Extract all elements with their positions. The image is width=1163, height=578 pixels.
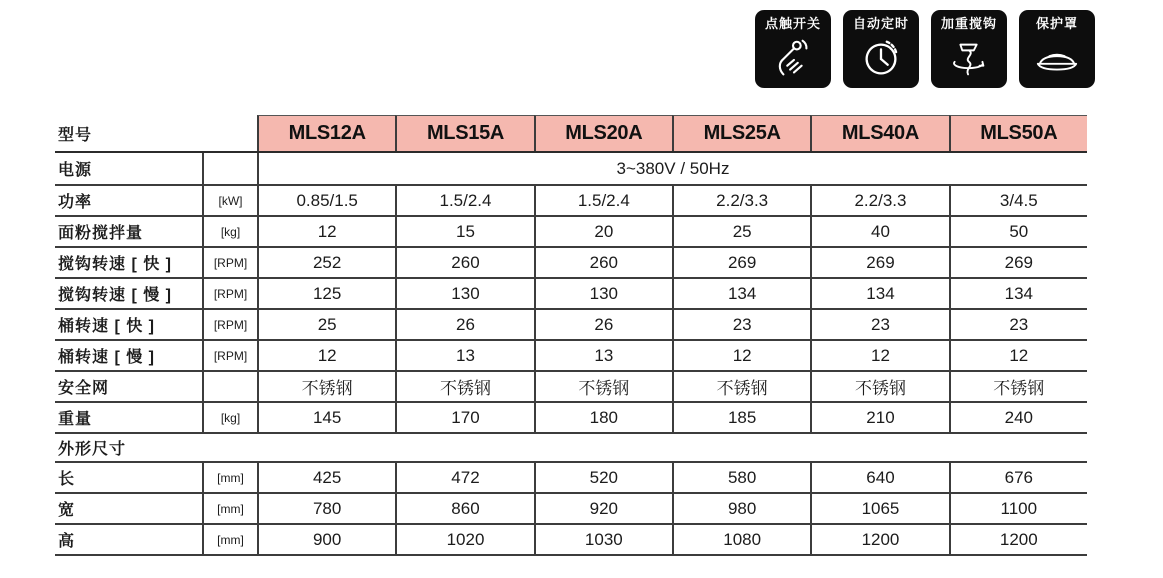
badge-weighted-hook bbox=[931, 10, 1007, 88]
row-label: 面粉搅拌量 bbox=[58, 225, 144, 242]
model-header: MLS25A bbox=[672, 115, 810, 151]
cell-value: 185 bbox=[672, 403, 810, 432]
cell-value: 240 bbox=[949, 403, 1087, 432]
cell-value: 40 bbox=[810, 217, 948, 246]
cell-value: 20 bbox=[534, 217, 672, 246]
cell-value: 260 bbox=[395, 248, 533, 277]
badge-protective-cover-label: 保护罩 bbox=[1035, 16, 1078, 31]
row-unit bbox=[202, 153, 257, 184]
cell-value: 180 bbox=[534, 403, 672, 432]
cell-value: 134 bbox=[810, 279, 948, 308]
table-row bbox=[55, 494, 1087, 525]
model-header: MLS12A bbox=[257, 115, 395, 151]
table-row bbox=[55, 217, 1087, 248]
cell-value: 12 bbox=[949, 341, 1087, 370]
cell-value: 580 bbox=[672, 463, 810, 492]
header-model-label: 型号 bbox=[58, 126, 93, 144]
cell-value: 2.2/3.3 bbox=[810, 186, 948, 215]
cell-value: 50 bbox=[949, 217, 1087, 246]
cell-value: 15 bbox=[395, 217, 533, 246]
row-unit bbox=[202, 372, 257, 401]
table-row bbox=[55, 248, 1087, 279]
cell-value: 472 bbox=[395, 463, 533, 492]
badge-touch-switch bbox=[755, 10, 831, 88]
cell-value: 125 bbox=[257, 279, 395, 308]
cell-value: 269 bbox=[949, 248, 1087, 277]
cell-value: 269 bbox=[810, 248, 948, 277]
model-header: MLS50A bbox=[949, 115, 1087, 151]
cell-value: 920 bbox=[534, 494, 672, 523]
touch-switch-icon bbox=[770, 30, 816, 88]
cell-value: 780 bbox=[257, 494, 395, 523]
row-label: 安全网 bbox=[58, 380, 110, 397]
row-label: 搅钩转速 [ 慢 ] bbox=[58, 287, 172, 304]
row-label: 高 bbox=[58, 533, 76, 550]
cell-value: 1200 bbox=[949, 525, 1087, 554]
cell-value: 不锈钢 bbox=[672, 372, 810, 401]
row-label: 重量 bbox=[58, 411, 93, 428]
badge-touch-switch-label: 点触开关 bbox=[764, 16, 821, 31]
cell-value: 1.5/2.4 bbox=[534, 186, 672, 215]
cell-value: 12 bbox=[810, 341, 948, 370]
dimensions-section-row bbox=[55, 434, 1087, 463]
row-unit: [RPM] bbox=[202, 310, 257, 339]
table-header-row bbox=[55, 115, 1087, 153]
auto-timer-icon bbox=[858, 30, 904, 88]
cell-value: 980 bbox=[672, 494, 810, 523]
table-row bbox=[55, 310, 1087, 341]
cell-value: 640 bbox=[810, 463, 948, 492]
cell-value: 1030 bbox=[534, 525, 672, 554]
feature-badges bbox=[755, 10, 1095, 88]
cell-value: 134 bbox=[949, 279, 1087, 308]
row-unit: [mm] bbox=[202, 463, 257, 492]
cell-value: 12 bbox=[257, 341, 395, 370]
cell-value: 13 bbox=[395, 341, 533, 370]
cell-value: 130 bbox=[534, 279, 672, 308]
cell-value: 860 bbox=[395, 494, 533, 523]
row-unit: [RPM] bbox=[202, 279, 257, 308]
cell-value: 252 bbox=[257, 248, 395, 277]
cell-value: 不锈钢 bbox=[534, 372, 672, 401]
badge-weighted-hook-label: 加重搅钩 bbox=[940, 16, 997, 31]
row-label: 桶转速 [ 慢 ] bbox=[58, 349, 155, 366]
protective-cover-icon bbox=[1033, 30, 1081, 88]
model-header: MLS40A bbox=[810, 115, 948, 151]
section-label: 外形尺寸 bbox=[58, 441, 127, 458]
badge-protective-cover bbox=[1019, 10, 1095, 88]
weighted-hook-icon bbox=[946, 30, 992, 88]
row-unit: [mm] bbox=[202, 494, 257, 523]
row-unit: [kW] bbox=[202, 186, 257, 215]
cell-value: 145 bbox=[257, 403, 395, 432]
power-supply-row bbox=[55, 153, 1087, 186]
cell-value: 134 bbox=[672, 279, 810, 308]
cell-value: 1100 bbox=[949, 494, 1087, 523]
cell-value: 12 bbox=[672, 341, 810, 370]
cell-value: 3/4.5 bbox=[949, 186, 1087, 215]
power-supply-value: 3~380V / 50Hz bbox=[257, 153, 1087, 184]
row-label: 宽 bbox=[58, 502, 76, 519]
cell-value: 900 bbox=[257, 525, 395, 554]
spec-rows-main bbox=[55, 186, 1087, 434]
row-unit: [mm] bbox=[202, 525, 257, 554]
badge-auto-timer-label: 自动定时 bbox=[852, 16, 909, 31]
cell-value: 2.2/3.3 bbox=[672, 186, 810, 215]
row-label: 搅钩转速 [ 快 ] bbox=[58, 256, 172, 273]
cell-value: 23 bbox=[672, 310, 810, 339]
row-label: 桶转速 [ 快 ] bbox=[58, 318, 155, 335]
cell-value: 不锈钢 bbox=[810, 372, 948, 401]
table-row bbox=[55, 186, 1087, 217]
table-row bbox=[55, 279, 1087, 310]
table-row bbox=[55, 463, 1087, 494]
row-label: 长 bbox=[58, 471, 76, 488]
cell-value: 不锈钢 bbox=[257, 372, 395, 401]
cell-value: 260 bbox=[534, 248, 672, 277]
cell-value: 不锈钢 bbox=[395, 372, 533, 401]
cell-value: 26 bbox=[395, 310, 533, 339]
model-header: MLS15A bbox=[395, 115, 533, 151]
model-header: MLS20A bbox=[534, 115, 672, 151]
cell-value: 170 bbox=[395, 403, 533, 432]
table-row bbox=[55, 341, 1087, 372]
cell-value: 26 bbox=[534, 310, 672, 339]
cell-value: 269 bbox=[672, 248, 810, 277]
cell-value: 676 bbox=[949, 463, 1087, 492]
cell-value: 1020 bbox=[395, 525, 533, 554]
cell-value: 23 bbox=[949, 310, 1087, 339]
row-label: 功率 bbox=[58, 194, 93, 211]
cell-value: 1200 bbox=[810, 525, 948, 554]
cell-value: 12 bbox=[257, 217, 395, 246]
row-label: 电源 bbox=[58, 162, 93, 179]
cell-value: 25 bbox=[672, 217, 810, 246]
cell-value: 210 bbox=[810, 403, 948, 432]
cell-value: 425 bbox=[257, 463, 395, 492]
cell-value: 1065 bbox=[810, 494, 948, 523]
cell-value: 520 bbox=[534, 463, 672, 492]
cell-value: 1.5/2.4 bbox=[395, 186, 533, 215]
cell-value: 1080 bbox=[672, 525, 810, 554]
cell-value: 23 bbox=[810, 310, 948, 339]
spec-rows-dimensions bbox=[55, 463, 1087, 556]
row-unit: [RPM] bbox=[202, 341, 257, 370]
table-row bbox=[55, 372, 1087, 403]
cell-value: 0.85/1.5 bbox=[257, 186, 395, 215]
row-unit: [kg] bbox=[202, 403, 257, 432]
table-row bbox=[55, 525, 1087, 556]
badge-auto-timer bbox=[843, 10, 919, 88]
cell-value: 130 bbox=[395, 279, 533, 308]
cell-value: 13 bbox=[534, 341, 672, 370]
cell-value: 25 bbox=[257, 310, 395, 339]
row-unit: [RPM] bbox=[202, 248, 257, 277]
table-row bbox=[55, 403, 1087, 434]
cell-value: 不锈钢 bbox=[949, 372, 1087, 401]
row-unit: [kg] bbox=[202, 217, 257, 246]
spec-table bbox=[55, 115, 1087, 556]
